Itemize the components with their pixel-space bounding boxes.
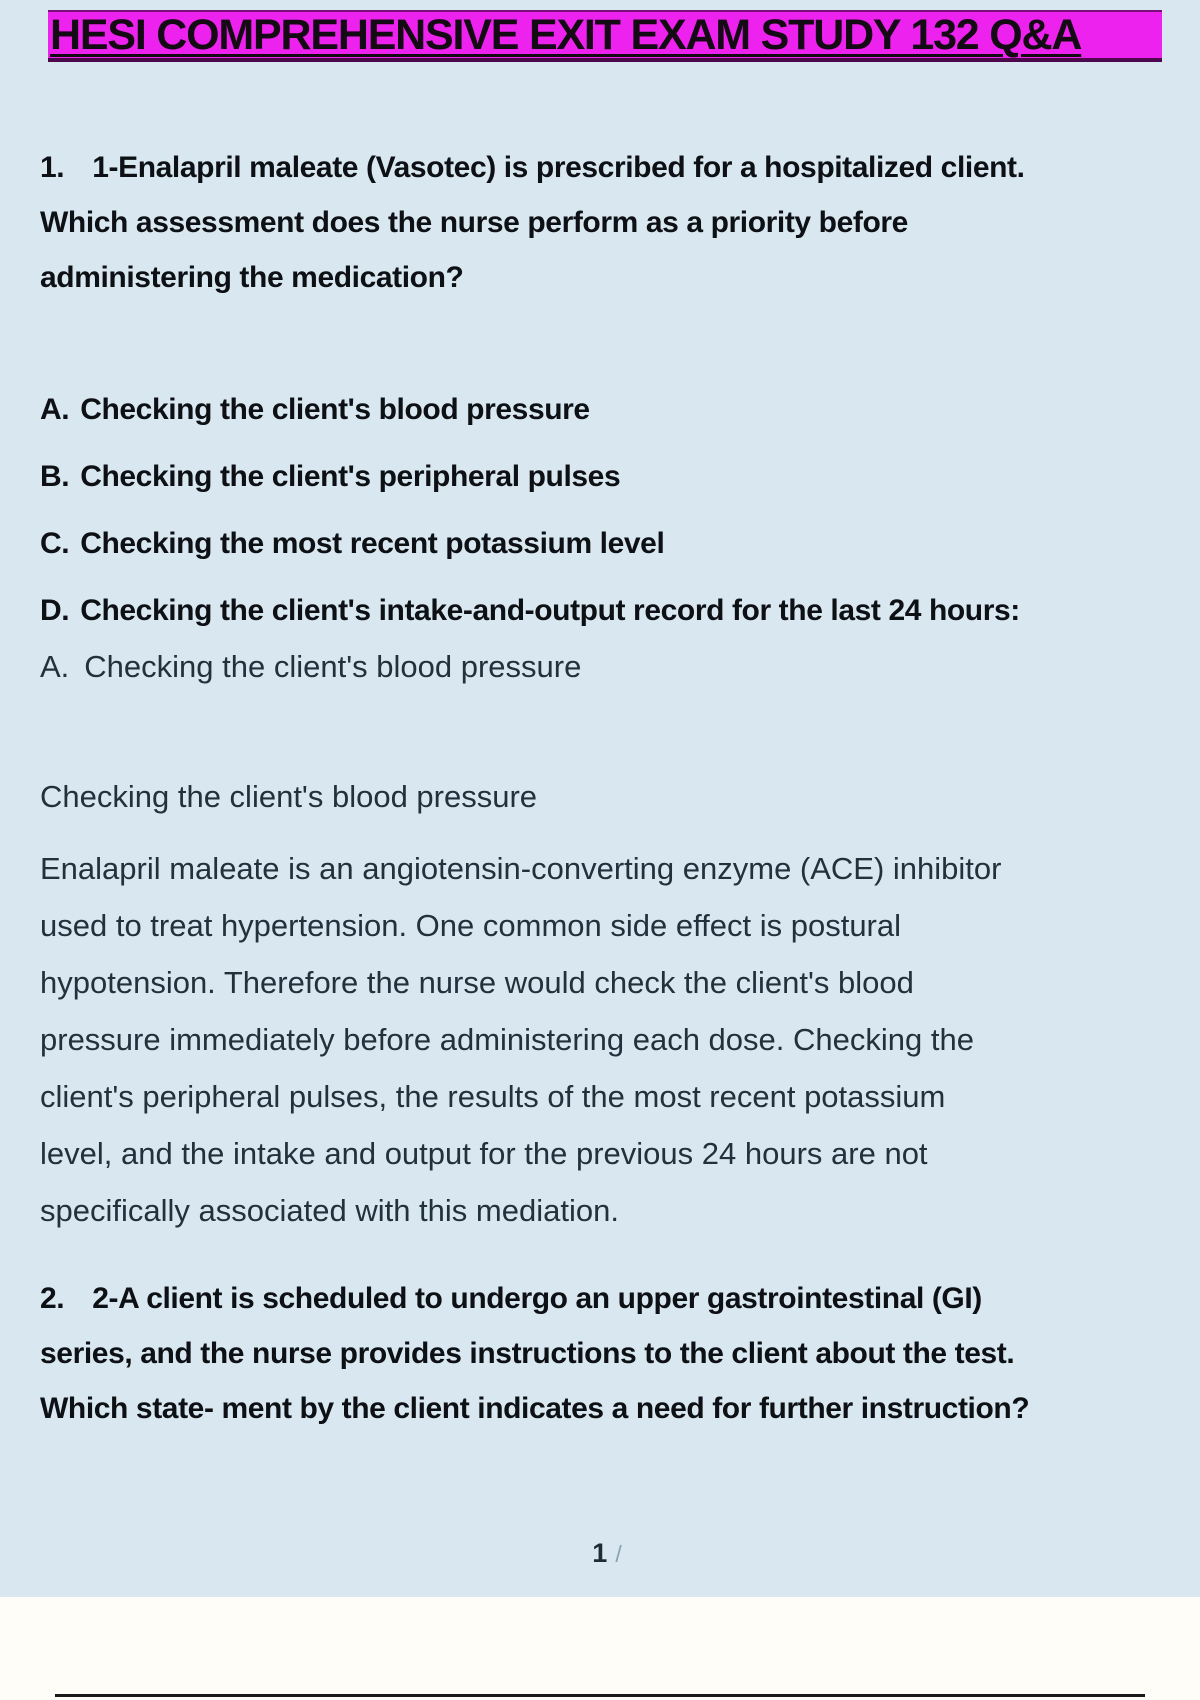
answer-echo-line [40,647,581,687]
question-1-options [40,376,1170,644]
page-number-separator: / [615,1541,622,1567]
page-number: 1 [592,1538,608,1568]
title-highlight-bar [48,10,1162,62]
rationale-paragraph [40,840,1170,1239]
question-2-line-2: series, and the nurse provides instructions to the client about the test. [40,1337,1015,1370]
option-d-label: D. [40,594,70,627]
rationale-line-5: client's peripheral pulses, the results of the most recent potassium [40,1079,946,1114]
option-a [40,376,1170,443]
option-b-label: B. [40,460,70,493]
rationale-line-2: used to treat hypertension. One common side effect is postural [40,908,902,943]
page-number-footer [0,1538,1200,1569]
rationale-line-3: hypotension. Therefore the nurse would check the client's blood [40,965,914,1000]
question-2-line-3: Which state- ment by the client indicates a need for further instruction? [40,1392,1030,1425]
option-b-text: Checking the client's peripheral pulses [80,460,621,493]
option-a-label: A. [40,393,70,426]
rationale-line-7: specifically associated with this mediation. [40,1193,619,1228]
rationale-line-6: level, and the intake and output for the previous 24 hours are not [40,1136,928,1171]
question-2-number: 2. [40,1282,65,1315]
answer-title-line: Checking the client's blood pressure [40,779,538,814]
question-1-line-3: administering the medication? [40,261,464,294]
option-d [40,577,1170,644]
option-c [40,510,1170,577]
bottom-divider-line [55,1694,1145,1697]
option-a-text: Checking the client's blood pressure [80,393,590,426]
rationale-line-1: Enalapril maleate is an angiotensin-converting enzyme (ACE) inhibitor [40,851,1002,886]
option-d-text: Checking the client's intake-and-output record for the last 24 hours: [80,594,1020,627]
question-1-line-2: Which assessment does the nurse perform as a priority before [40,206,908,239]
option-b [40,443,1170,510]
question-2 [40,1271,1170,1436]
option-c-label: C. [40,527,70,560]
question-1-line-1: 1-Enalapril maleate (Vasotec) is prescribed for a hospitalized client. [92,151,1025,184]
answer-echo-label: A. [40,649,70,684]
page-title: HESI COMPREHENSIVE EXIT EXAM STUDY 132 Q&A [50,10,1082,59]
answer-echo-text: Checking the client's blood pressure [84,649,582,684]
rationale-line-4: pressure immediately before administering each dose. Checking the [40,1022,974,1057]
question-1 [40,140,1170,305]
option-c-text: Checking the most recent potassium level [80,527,665,560]
question-2-line-1: 2-A client is scheduled to undergo an upper gastrointestinal (GI) [92,1282,982,1315]
question-1-number: 1. [40,151,65,184]
